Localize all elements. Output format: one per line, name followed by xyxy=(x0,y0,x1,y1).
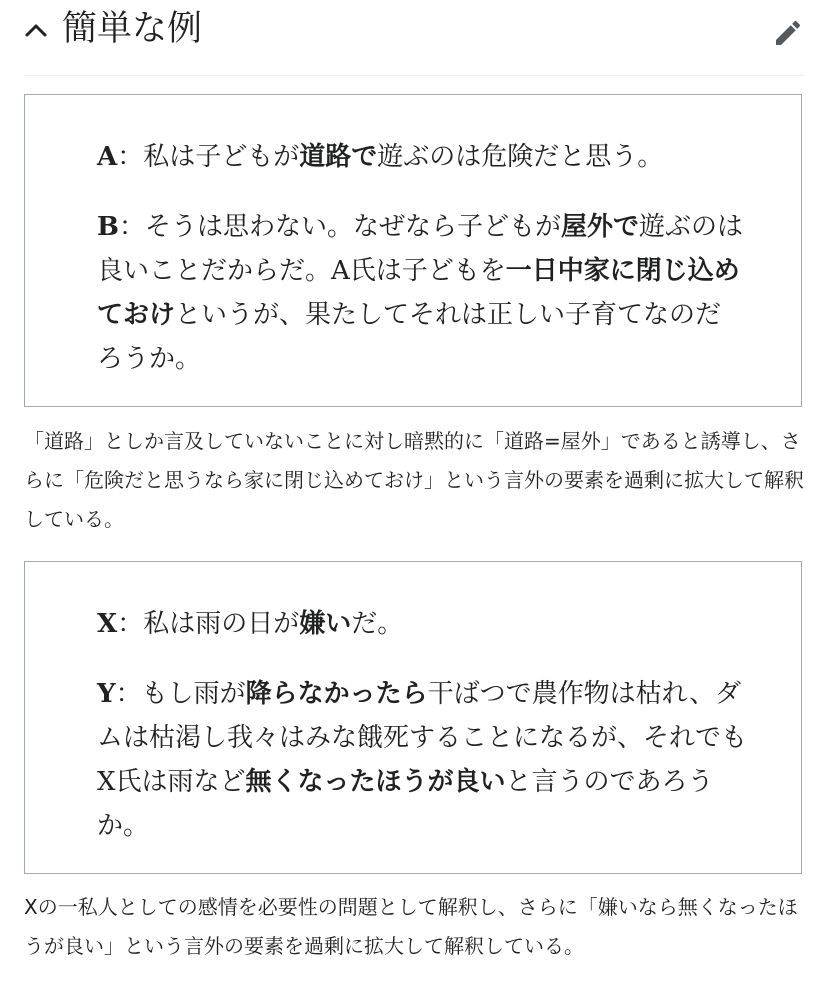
pencil-icon[interactable] xyxy=(772,17,804,49)
dialogue-text: ：もし雨が xyxy=(115,679,246,709)
dialogue-text: ：私は雨の日が xyxy=(117,609,300,639)
section-header[interactable] xyxy=(24,0,804,76)
dialogue-text: ：私は子どもが xyxy=(117,142,300,172)
emphasized-text: 道路で xyxy=(299,142,378,172)
emphasized-text: 屋外で xyxy=(561,212,640,242)
dialogue-line xyxy=(97,205,747,381)
dialogue-line xyxy=(97,135,747,179)
speaker-label: A xyxy=(97,142,118,172)
speaker-label: X xyxy=(97,609,118,639)
dialogue-text: 遊ぶのは危険だと思う。 xyxy=(377,142,664,172)
dialogue-line xyxy=(97,602,747,646)
section-title: 簡単な例 xyxy=(62,9,203,49)
dialogue-text: 遊ぶのは良いことだからだ。A氏は子どもを xyxy=(97,212,744,286)
example-explanation: Xの一私人としての感情を必要性の問題として解釈し、さらに「嫌いなら無くなったほうが良い」という言外の要素を過剰に拡大して解釈している。 xyxy=(24,895,798,958)
example-quote-box xyxy=(24,561,802,874)
chevron-up-icon[interactable] xyxy=(24,18,48,42)
dialogue-text: だ。 xyxy=(351,609,404,639)
speaker-label: B xyxy=(97,212,119,242)
example-quote-box xyxy=(24,94,802,407)
speaker-label: Y xyxy=(97,679,116,709)
example-explanation: 「道路」としか言及していないことに対し暗黙的に「道路=屋外」であると誘導し、さらに「危険だと思うなら家に閉じ込めておけ」という言外の要素を過剰に拡大して解釈している。 xyxy=(24,429,804,531)
emphasized-text: 無くなったほうが良い xyxy=(245,767,506,797)
dialogue-text: 干ばつで農作物は枯れ、ダムは枯渇し我々はみな餓死することになるが、それでもX氏は雨など xyxy=(97,679,748,797)
emphasized-text: 嫌い xyxy=(299,609,352,639)
emphasized-text: 一日中家に閉じ込めておけ xyxy=(97,256,740,330)
dialogue-text: と言うのであろうか。 xyxy=(97,767,714,841)
dialogue-text: ：そうは思わない。なぜなら子どもが xyxy=(118,212,561,242)
dialogue-text: というが、果たしてそれは正しい子育てなのだろうか。 xyxy=(97,300,722,374)
emphasized-text: 降らなかったら xyxy=(245,679,428,709)
dialogue-line xyxy=(97,672,747,848)
